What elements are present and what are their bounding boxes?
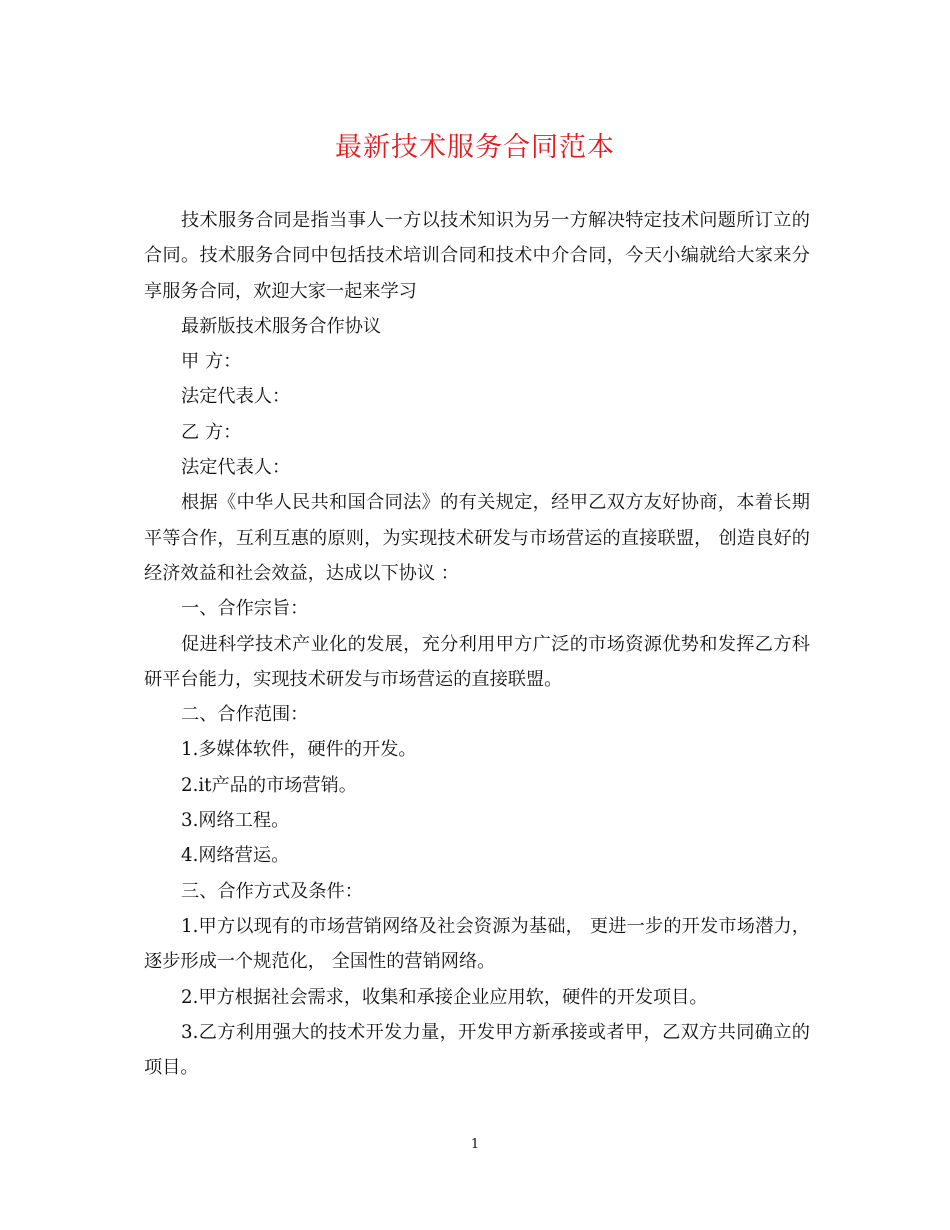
list-item: 1.多媒体软件，硬件的开发。 [181,739,417,761]
list-item: 3.网络工程。 [181,810,290,832]
paragraph-party-a: 甲 方： [181,351,242,373]
section-heading-2: 二、合作范围： [181,704,309,726]
paragraph-intro: 技术服务合同是指当事人一方以技术知识为另一方解决特定技术问题所订立的合同。技术服务合同中包括技术培训合同和技术中介合同，今天小编就给大家来分享服务合同，欢迎大家一起来学习 [144,210,810,302]
paragraph-party-b-rep: 法定代表人： [181,457,291,479]
paragraph-purpose: 促进科学技术产业化的发展，充分利用甲方广泛的市场资源优势和发挥乙方科研平台能力，实现技术研发与市场营运的直接联盟。 [144,633,810,690]
document-title: 最新技术服务合同范本 [335,132,615,163]
paragraph-agreement-name: 最新版技术服务合作协议 [181,315,382,337]
list-item: 1.甲方以现有的市场营销网络及社会资源为基础， 更进一步的开发市场潜力， 逐步形成一个规范化， 全国性的营销网络。 [144,915,810,973]
paragraph-party-b: 乙 方： [181,421,242,443]
list-item: 4.网络营运。 [181,845,290,867]
list-item: 2.it产品的市场营销。 [181,774,357,796]
paragraph-party-a-rep: 法定代表人： [181,386,291,408]
section-heading-3: 三、合作方式及条件： [181,880,363,902]
page-number: 1 [470,1137,480,1152]
list-item: 2.甲方根据社会需求，收集和承接企业应用软，硬件的开发项目。 [181,986,708,1008]
document-body [144,203,810,1085]
list-item: 3.乙方利用强大的技术开发力量，开发甲方新承接或者甲，乙双方共同确立的项目。 [144,1021,810,1079]
paragraph-preamble: 根据《中华人民共和国合同法》的有关规定，经甲乙双方友好协商，本着长期平等合作，互利互惠的原则，为实现技术研发与市场营运的直接联盟， 创造良好的经济效益和社会效益，达成以下协议 ： [144,492,810,584]
section-heading-1: 一、合作宗旨： [181,598,309,620]
